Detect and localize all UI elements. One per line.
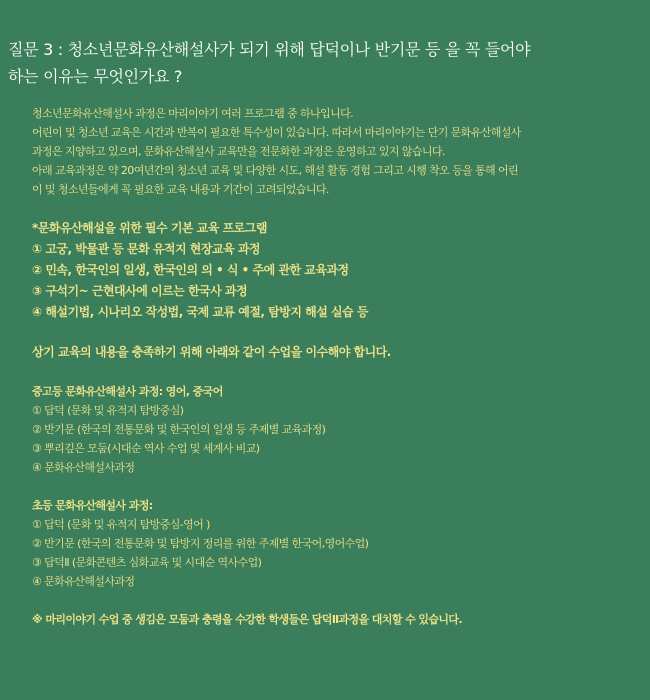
requirement-section — [32, 342, 632, 363]
answer-body — [0, 104, 650, 629]
note-section — [32, 610, 632, 629]
list-item: ② 민속, 한국인의 일생, 한국인의 의 • 식 • 주에 관한 교육과정 — [32, 263, 349, 277]
question-line: 질문 3 : 청소년문화유산해설사가 되기 위해 답덕이나 반기문 등 을 꼭 들어야 — [8, 40, 531, 59]
requirement-text: 상기 교육의 내용을 충족하기 위해 아래와 같이 수업을 이수해야 합니다. — [32, 345, 391, 359]
list-item: ④ 문화유산해설사과정 — [32, 575, 135, 588]
note-text: ※ 마리이야기 수업 중 생김은 모둠과 충령을 수강한 학생들은 답덕Ⅱ과정을 대치할 수 있습니다. — [32, 613, 463, 626]
intro-line: 과정은 지양하고 있으며, 문화유산해설사 교육만을 전문화한 과정은 운영하고 있지 않습니다. — [32, 145, 445, 158]
list-item: ① 답덕 (문화 및 유적지 탐방중심) — [32, 404, 184, 417]
question-line: 하는 이유는 무엇인가요 ? — [8, 67, 183, 86]
intro-line: 청소년문화유산해설사 과정은 마리이야기 여러 프로그램 중 하나입니다. — [32, 107, 354, 120]
intro-line: 아래 교육과정은 약 20여년간의 청소년 교육 및 다양한 시도, 해설 활동 경험 그리고 시행 착오 등을 통해 어린 — [32, 164, 519, 177]
list-item: ④ 해설기법, 시나리오 작성법, 국제 교류 예절, 탐방지 해설 실습 등 — [32, 305, 368, 319]
middle-high-course — [32, 382, 632, 477]
list-item: ④ 문화유산해설사과정 — [32, 461, 135, 474]
course-heading: 초등 문화유산해설사 과정: — [32, 499, 153, 512]
question-heading — [0, 36, 650, 90]
list-item: ② 반기문 (한국의 전통문화 및 탐방지 정리를 위한 주제별 한국어,영어수업) — [32, 537, 369, 550]
intro-paragraph — [32, 104, 632, 199]
list-item: ① 고궁, 박물관 등 문화 유적지 현장교육 과정 — [32, 242, 261, 256]
course-heading: 중고등 문화유산해설사 과정: 영어, 중국어 — [32, 385, 223, 398]
intro-line: 어린이 및 청소년 교육은 시간과 반복이 필요한 특수성이 있습니다. 따라서 마리이야기는 단기 문화유산해설사 — [32, 126, 521, 139]
essentials-section — [32, 218, 632, 323]
elementary-course — [32, 496, 632, 591]
essentials-heading: *문화유산해설을 위한 필수 기본 교육 프로그램 — [32, 221, 267, 235]
list-item: ③ 뿌리깊은 모둠(시대순 역사 수업 및 세계사 비교) — [32, 442, 260, 455]
list-item: ③ 구석기~ 근현대사에 이르는 한국사 과정 — [32, 284, 248, 298]
list-item: ② 반기문 (한국의 전통문화 및 한국인의 일생 등 주제별 교육과정) — [32, 423, 326, 436]
intro-line: 이 및 청소년들에게 꼭 필요한 교육 내용과 기간이 고려되었습니다. — [32, 183, 329, 196]
list-item: ③ 답덕Ⅱ (문화콘텐츠 심화교육 및 시대순 역사수업) — [32, 556, 262, 569]
list-item: ① 답덕 (문화 및 유적지 탐방중심-영어 ) — [32, 518, 210, 531]
